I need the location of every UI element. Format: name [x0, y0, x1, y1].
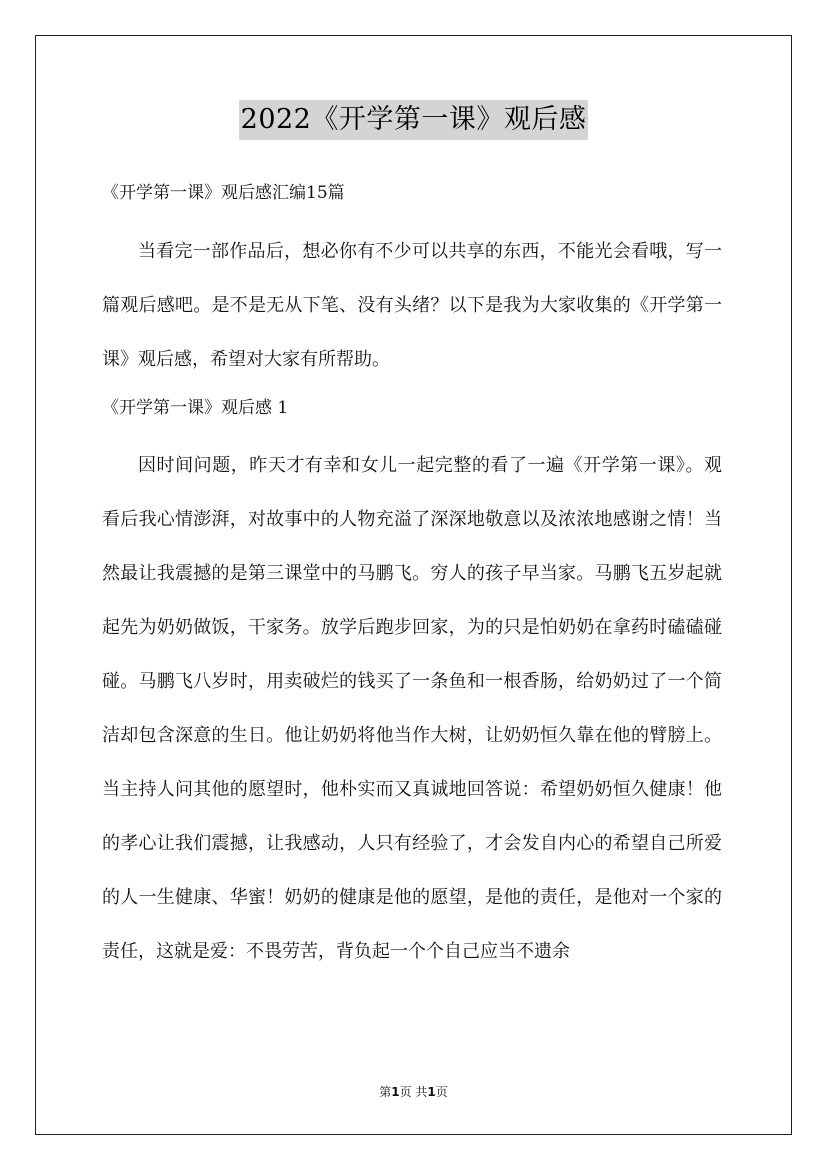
footer-page-suffix: 页	[435, 1085, 448, 1099]
document-body	[102, 172, 722, 979]
footer-page-total: 1	[427, 1085, 436, 1099]
document-title: 2022《开学第一课》观后感	[239, 100, 589, 140]
intro-paragraph: 当看完一部作品后，想必你有不少可以共享的东西，不能光会看哦，写一篇观后感吧。是不是无从下笔、没有头绪？以下是我为大家收集的《开学第一课》观后感，希望对大家有所帮助。	[102, 241, 722, 370]
body-paragraph: 因时间问题，昨天才有幸和女儿一起完整的看了一遍《开学第一课》。观看后我心情澎湃，对故事中的人物充溢了深深地敬意以及浓浓地感谢之情！当然最让我震撼的是第三课堂中的马鹏飞。穷人的孩子早当家。马鹏飞五岁起就起先为奶奶做饭，干家务。放学后跑步回家，为的只是怕奶奶在拿药时磕磕碰碰。马鹏飞八岁时，用卖破烂的钱买了一条鱼和一根香肠，给奶奶过了一个简洁却包含深意的生日。他让奶奶将他当作大树，让奶奶恒久靠在他的臂膀上。当主持人问其他的愿望时，他朴实而又真诚地回答说：希望奶奶恒久健康！他的孝心让我们震撼，让我感动，人只有经验了，才会发自内心的希望自己所爱的人一生健康、华蜜！奶奶的健康是他的愿望，是他的责任，是他对一个家的责任，这就是爱：不畏劳苦，背负起一个个自己应当不遗余	[102, 455, 722, 962]
footer-page-current: 1	[391, 1085, 400, 1099]
section-heading: 《开学第一课》观后感 1	[102, 398, 289, 418]
footer-page-prefix: 第	[379, 1085, 392, 1099]
page-footer	[0, 1083, 827, 1100]
title-container	[0, 100, 827, 140]
document-subtitle: 《开学第一课》观后感汇编15篇	[102, 183, 345, 203]
footer-page-mid: 页 共	[399, 1085, 428, 1099]
